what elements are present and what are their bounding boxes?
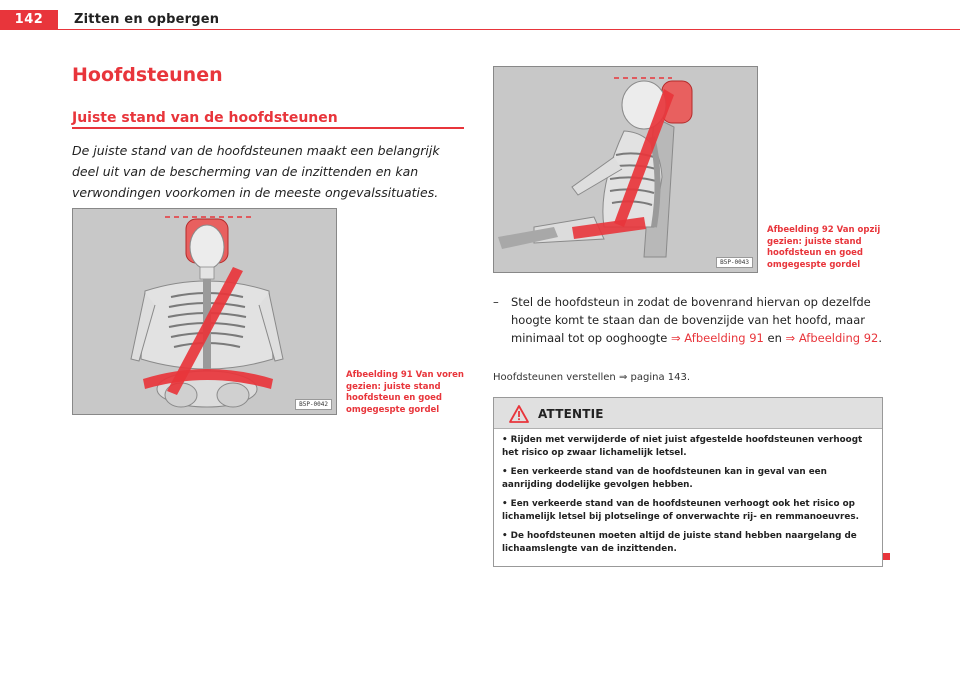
side-view-illustration [494, 67, 758, 273]
warning-header [494, 398, 882, 429]
section-title: Zitten en opbergen [74, 12, 220, 27]
page-number: 142 [0, 10, 58, 30]
intro-text: De juiste stand van de hoofdsteunen maakt een belangrijk deel uit van de bescherming van de inzittenden en kan verwondingen voorkomen in de meeste ongevalssituaties. [72, 143, 440, 200]
warning-item: • De hoofdsteunen moeten altijd de juiste stand hebben naargelang de lichaamslengte van de inzittenden. [502, 531, 857, 554]
figure-front-view [72, 208, 337, 415]
subsection-divider [72, 127, 464, 129]
instruction-step [493, 293, 888, 347]
step-dash: – [493, 295, 499, 309]
step-text-part: en [763, 331, 786, 345]
cross-reference-note: Hoofdsteunen verstellen ⇒ pagina 143. [493, 372, 691, 383]
warning-item: • Een verkeerde stand van de hoofdsteunen verhoogt ook het risico op lichamelijk letsel bij plotselinge of onverwachte rij- en remmanoeuvres. [502, 499, 859, 522]
figure-caption: Afbeelding 91 Van voren gezien: juiste stand hoofdsteun en goed omgegespte gordel [346, 370, 464, 415]
figure-code: B5P-0042 [295, 399, 332, 410]
figure-92-link[interactable]: ⇒ Afbeelding 92 [785, 331, 879, 345]
page-title: Hoofdsteunen [72, 64, 223, 86]
page-header [0, 0, 960, 30]
figure-caption: Afbeelding 92 Van opzij gezien: juiste stand hoofdsteun en goed omgegespte gordel [767, 225, 881, 270]
front-view-illustration [73, 209, 337, 415]
warning-body [494, 429, 882, 556]
subsection-title: Juiste stand van de hoofdsteunen [72, 110, 338, 126]
figure-code: B5P-0043 [716, 257, 753, 268]
step-text [493, 293, 888, 347]
warning-item: • Rijden met verwijderde of niet juist afgestelde hoofdsteunen verhoogt het risico op zwaar lichamelijk letsel. [502, 435, 863, 458]
figure-side-view [493, 66, 758, 273]
warning-triangle-icon [509, 405, 529, 423]
warning-title: ATTENTIE [538, 407, 604, 421]
step-text-part: . [878, 331, 883, 345]
step-text-part: Stel de hoofdsteun in zodat de bovenrand hiervan op dezelfde hoogte komt te staan dan de bovenzijde van het hoofd, maar minimaal tot op ooghoogte [511, 295, 871, 345]
figure-91-link[interactable]: ⇒ Afbeelding 91 [671, 331, 764, 345]
section-end-marker [883, 553, 890, 560]
warning-box [493, 397, 883, 567]
warning-item: • Een verkeerde stand van de hoofdsteunen kan in geval van een aanrijding dodelijke gevolgen hebben. [502, 467, 827, 490]
header-divider [0, 29, 960, 30]
